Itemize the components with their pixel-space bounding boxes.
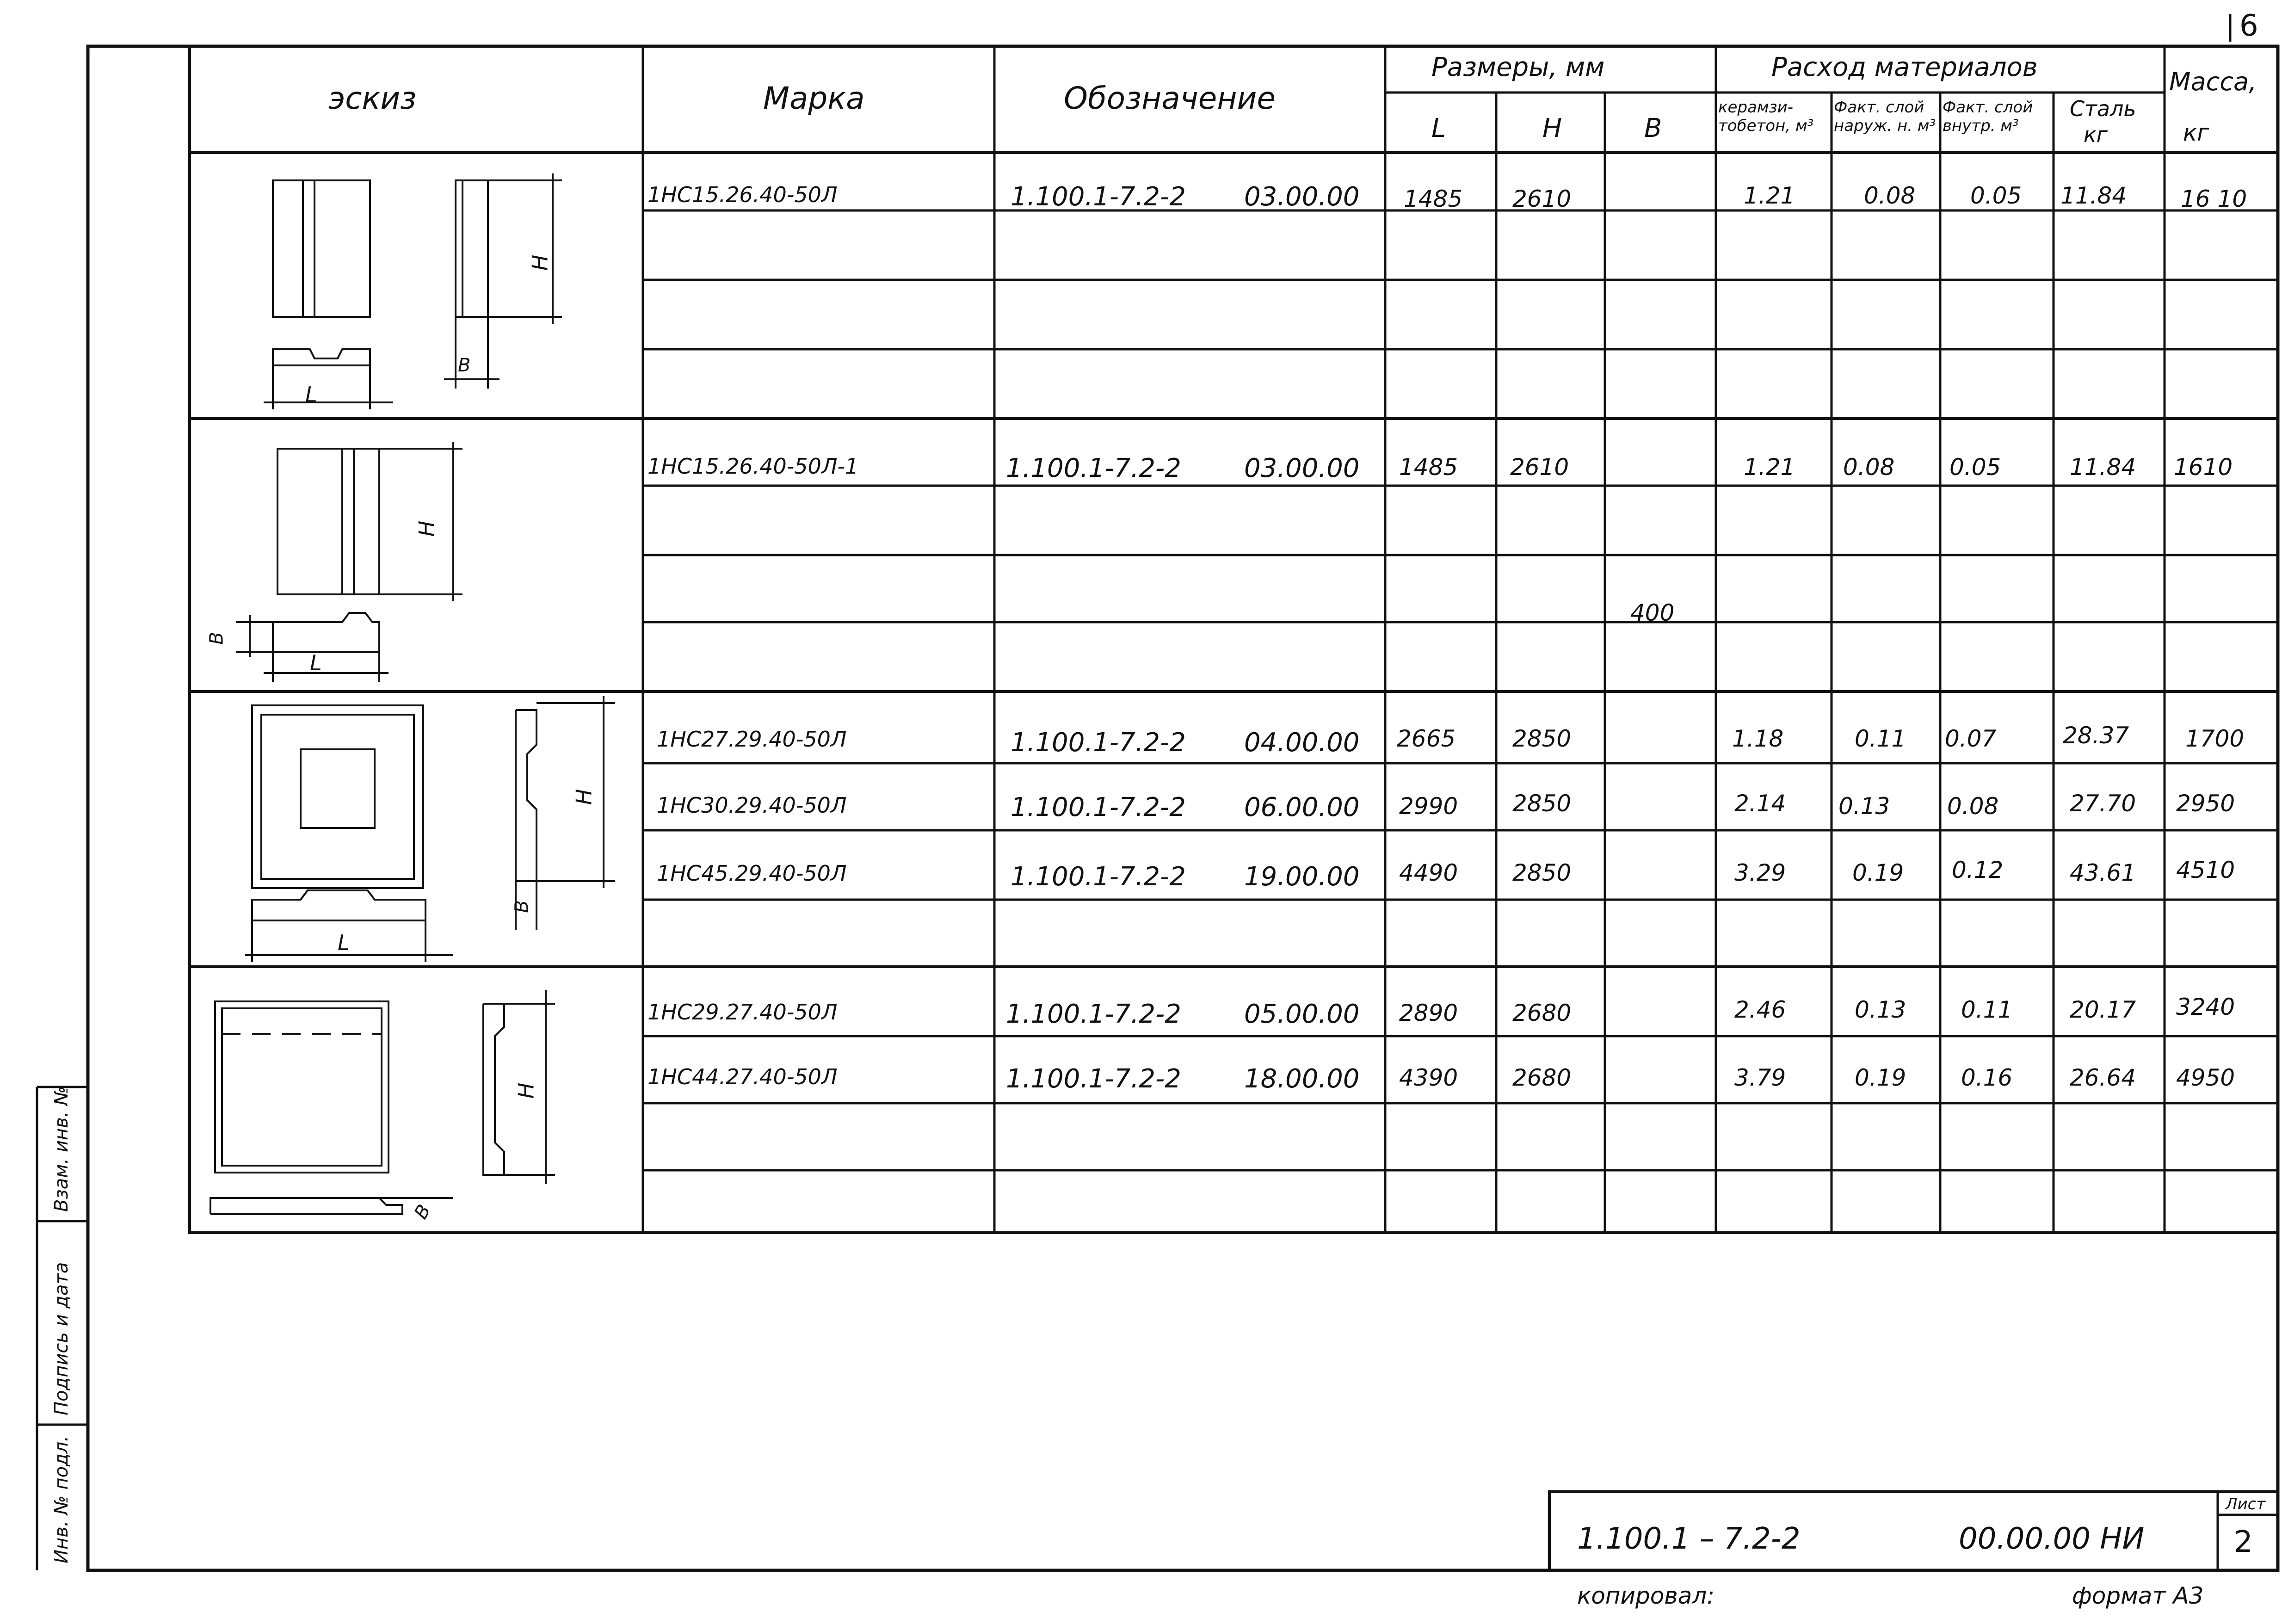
side-stamp-inv-repl: Взам. инв. № [51, 1086, 72, 1212]
row-mark: 1НС29.27.40-50Л [648, 1000, 838, 1025]
row-h: 2680 [1512, 1064, 1572, 1091]
title-sheet-label: Лист [2226, 1495, 2266, 1513]
row-claydite: 2.14 [1734, 790, 1786, 817]
row-l: 4390 [1399, 1064, 1458, 1091]
sketch2-l-label: L [310, 650, 322, 675]
row-mark: 1НС30.29.40-50Л [657, 793, 847, 818]
row-h: 2680 [1512, 1000, 1572, 1026]
row-l: 4490 [1399, 859, 1458, 886]
row-code: 03.00.00 [1244, 182, 1360, 212]
row-code: 06.00.00 [1244, 792, 1360, 822]
sketch-panel-3 [245, 696, 615, 962]
header-dim-b: В [1644, 113, 1662, 143]
row-doc: 1.100.1-7.2-2 [1011, 728, 1186, 758]
row-mass: 3240 [2176, 994, 2235, 1020]
row-h: 2850 [1512, 790, 1572, 817]
row-steel: 28.37 [2063, 722, 2129, 749]
row-claydite: 2.46 [1734, 996, 1786, 1023]
row-l: 2665 [1397, 725, 1456, 752]
header-dim-l: L [1431, 113, 1446, 143]
row-claydite: 1.21 [1744, 182, 1795, 209]
row-outer: 0.19 [1852, 859, 1904, 886]
row-h: 2610 [1510, 454, 1569, 481]
sketch1-h-label: Н [527, 254, 553, 271]
row-l: 2890 [1399, 1000, 1458, 1026]
row-mass: 16 10 [2181, 185, 2247, 212]
row-mass: 2950 [2176, 790, 2235, 817]
row-l: 2990 [1399, 793, 1458, 820]
row-inner: 0.11 [1961, 996, 2013, 1023]
row-h: 2610 [1512, 185, 1572, 212]
header-mass-unit: кг [2183, 119, 2209, 146]
shared-b-value: 400 [1630, 599, 1675, 626]
row-steel: 26.64 [2070, 1064, 2136, 1091]
row-inner: 0.08 [1947, 793, 1999, 820]
row-outer: 0.08 [1864, 182, 1916, 209]
header-mat-inner: Факт. слой внутр. м³ [1943, 98, 2033, 135]
row-doc: 1.100.1-7.2-2 [1011, 182, 1186, 212]
row-inner: 0.05 [1970, 182, 2022, 209]
row-mark: 1НС44.27.40-50Л [648, 1064, 838, 1089]
header-mat-steel: Сталь [2070, 96, 2136, 121]
row-mark: 1НС15.26.40-50Л-1 [648, 454, 859, 479]
row-outer: 0.08 [1843, 454, 1895, 481]
header-sketch: эскиз [328, 80, 417, 116]
title-doc-number: 1.100.1 – 7.2-2 [1577, 1522, 1801, 1556]
sketch2-b-label: В [206, 632, 228, 645]
header-designation: Обозначение [1064, 80, 1276, 116]
sketch-panel-4 [210, 990, 555, 1214]
side-stamp-signature: Подпись и дата [51, 1262, 72, 1415]
row-code: 04.00.00 [1244, 728, 1360, 758]
row-outer: 0.19 [1855, 1064, 1906, 1091]
row-claydite: 3.29 [1734, 859, 1786, 886]
header-mat-steel-unit: кг [2084, 122, 2108, 147]
row-inner: 0.16 [1961, 1064, 2013, 1091]
sketch3-l-label: L [338, 930, 350, 955]
row-steel: 20.17 [2070, 996, 2136, 1023]
row-claydite: 1.21 [1744, 454, 1795, 481]
row-mass: 1610 [2174, 454, 2233, 481]
sketch4-b-label: В [410, 1201, 435, 1223]
row-inner: 0.07 [1945, 725, 1997, 752]
footer-copied: копировал: [1577, 1582, 1715, 1609]
row-doc: 1.100.1-7.2-2 [1006, 453, 1181, 483]
row-inner: 0.12 [1952, 857, 2004, 883]
sketch-panel-1 [264, 173, 562, 409]
row-steel: 43.61 [2070, 859, 2136, 886]
title-doc-code: 00.00.00 НИ [1959, 1522, 2145, 1556]
sketch1-l-label: L [305, 382, 317, 407]
sketch3-h-label: Н [571, 789, 597, 805]
sketch3-b-label: В [511, 900, 533, 913]
row-doc: 1.100.1-7.2-2 [1006, 1064, 1181, 1094]
header-mark: Марка [763, 80, 865, 116]
header-mat-claydite: керамзи-тобетон, м³ [1718, 98, 1814, 135]
row-claydite: 1.18 [1732, 725, 1784, 752]
row-code: 03.00.00 [1244, 453, 1360, 483]
row-mass: 4950 [2176, 1064, 2235, 1091]
row-mark: 1НС15.26.40-50Л [648, 182, 838, 207]
row-h: 2850 [1512, 725, 1572, 752]
title-sheet-number: 2 [2234, 1525, 2253, 1559]
sketch1-b-label: В [458, 355, 471, 376]
row-code: 05.00.00 [1244, 999, 1360, 1029]
row-h: 2850 [1512, 859, 1572, 886]
row-outer: 0.11 [1855, 725, 1906, 752]
sketch2-h-label: Н [414, 520, 439, 537]
header-materials: Расход материалов [1771, 52, 2038, 82]
row-steel: 11.84 [2060, 182, 2127, 209]
row-mark: 1НС45.29.40-50Л [657, 861, 847, 886]
row-outer: 0.13 [1855, 996, 1906, 1023]
row-l: 1485 [1404, 185, 1463, 212]
footer-format: формат А3 [2072, 1582, 2204, 1609]
header-dimensions: Размеры, мм [1431, 52, 1605, 82]
sketch4-h-label: Н [513, 1082, 539, 1099]
row-code: 19.00.00 [1244, 862, 1360, 892]
row-mass: 1700 [2185, 725, 2245, 752]
header-mat-outer: Факт. слой наруж. н. м³ [1834, 98, 1936, 135]
row-steel: 11.84 [2070, 454, 2136, 481]
side-stamp-inv-orig: Инв. № подл. [51, 1436, 72, 1563]
row-outer: 0.13 [1838, 793, 1890, 820]
row-doc: 1.100.1-7.2-2 [1011, 792, 1186, 822]
row-steel: 27.70 [2070, 790, 2136, 817]
header-dim-h: Н [1542, 113, 1562, 143]
row-mark: 1НС27.29.40-50Л [657, 727, 847, 752]
row-doc: 1.100.1-7.2-2 [1011, 862, 1186, 892]
header-mass: Масса, [2169, 67, 2257, 96]
row-inner: 0.05 [1949, 454, 2001, 481]
row-l: 1485 [1399, 454, 1458, 481]
sketch-panel-2 [236, 442, 463, 682]
page-number: 6 [2239, 9, 2258, 43]
row-doc: 1.100.1-7.2-2 [1006, 999, 1181, 1029]
row-mass: 4510 [2176, 857, 2235, 883]
row-code: 18.00.00 [1244, 1064, 1360, 1094]
row-claydite: 3.79 [1734, 1064, 1786, 1091]
